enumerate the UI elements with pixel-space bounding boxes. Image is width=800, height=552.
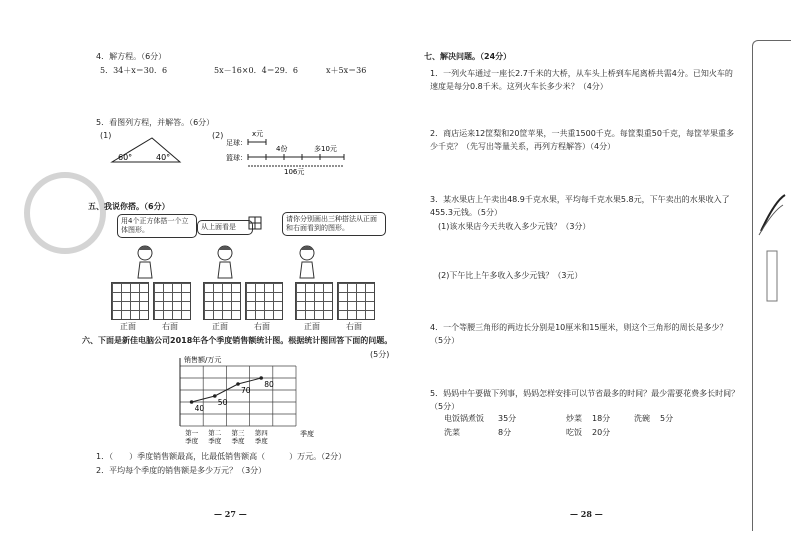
top-view-icon xyxy=(248,216,270,234)
chart-category-label: 季度 xyxy=(208,437,222,445)
basketball-label: 篮球： xyxy=(226,154,247,162)
chart-data-label: 80 xyxy=(264,380,274,389)
task-name: 炒菜 xyxy=(566,414,582,423)
chart-category-label: 季度 xyxy=(185,437,199,445)
total-106-label: 106元 xyxy=(284,168,305,176)
q5-title: 5．看图列方程，并解答。（6分） xyxy=(96,118,215,127)
chart-data-point xyxy=(259,376,263,380)
question-6-1: 1．（ ）季度销售额最高，比最低销售额高（ ）万元。（2分） xyxy=(96,452,347,461)
equation-3: x＋5x＝36 xyxy=(326,66,367,75)
q4-title: 4．解方程。（6分） xyxy=(96,52,167,61)
chart-category-label: 季度 xyxy=(231,437,245,445)
page-number-28: — 28 — xyxy=(570,509,603,519)
task-name: 电饭锅煮饭 xyxy=(444,414,484,423)
question-6-2: 2．平均每个季度的销售额是多少万元？（3分） xyxy=(96,466,267,475)
chart-x-axis-label: 季度 xyxy=(300,430,314,438)
figure-2-label: (2) xyxy=(212,131,224,140)
grid-label: 右面 xyxy=(254,322,270,331)
task-name: 吃饭 xyxy=(566,428,582,437)
problem-3: 3．某水果店上午卖出48.9千克水果，平均每千克水果5.8元，下午卖出的水果收入了455.3元钱。（5分） xyxy=(430,195,730,217)
answer-grid-right-3[interactable] xyxy=(337,282,375,320)
chart-data-label: 50 xyxy=(217,398,228,407)
task-time: 8分 xyxy=(498,428,512,437)
answer-grid-front-1[interactable] xyxy=(111,282,149,320)
answer-grid-right-1[interactable] xyxy=(153,282,191,320)
chart-data-label: 70 xyxy=(241,386,251,395)
page-number-27: — 27 — xyxy=(214,509,247,519)
task-name: 洗菜 xyxy=(444,428,460,437)
angle-60-label: 60° xyxy=(118,153,133,162)
publisher-logo-icon xyxy=(757,191,787,311)
figure-1-label: (1) xyxy=(100,131,112,140)
segment-diagram xyxy=(226,128,356,176)
task-time: 35分 xyxy=(498,414,517,423)
task-time: 18分 xyxy=(592,414,611,423)
section-5-title: 五、我说你搭。（6分） xyxy=(88,202,170,211)
ten-more-label: 多10元 xyxy=(314,145,337,153)
speech-bubble-3: 请你分别画出三种搭法从正面和右面看到的图形。 xyxy=(282,212,386,236)
grid-label: 右面 xyxy=(162,322,178,331)
problem-3-1: (1)该水果店今天共收入多少元钱？（3分） xyxy=(438,222,591,231)
speech-bubble-2: 从上面看是 xyxy=(197,220,253,235)
football-label: 足球： xyxy=(226,139,247,147)
chart-category-label: 第三 xyxy=(231,429,245,437)
answer-grid-front-3[interactable] xyxy=(295,282,333,320)
angle-40-label: 40° xyxy=(156,153,171,162)
problem-3-2: (2)下午比上午多收入多少元钱？（3元） xyxy=(438,271,583,280)
chart-category-label: 第四 xyxy=(254,429,268,437)
child-2-icon xyxy=(212,244,238,280)
answer-grid-front-2[interactable] xyxy=(203,282,241,320)
school-stamp-watermark xyxy=(24,172,106,254)
child-3-icon xyxy=(294,244,320,280)
problem-1: 1．一列火车通过一座长2.7千米的大桥，从车头上桥到车尾离桥共需4分。已知火车的速度是每分0.8千米。这列火车长多少米？（4分） xyxy=(430,69,733,91)
grid-label: 正面 xyxy=(120,322,136,331)
chart-data-point xyxy=(190,400,194,404)
task-time: 5分 xyxy=(660,414,674,423)
section-7-title: 七、解决问题。（24分） xyxy=(424,52,512,61)
task-time: 20分 xyxy=(592,428,611,437)
problem-4: 4．一个等腰三角形的两边长分别是10厘米和15厘米，则这个三角形的周长是多少？（5分） xyxy=(430,323,728,345)
problem-2: 2．商店运来12筐梨和20筐苹果，一共重1500千克。每筐梨重50千克，每筐苹果重多少千克？（先写出等量关系，再列方程解答）（4分） xyxy=(430,129,734,151)
answer-grid-right-2[interactable] xyxy=(245,282,283,320)
section-6-score: (5分) xyxy=(370,350,390,359)
child-1-icon xyxy=(132,244,158,280)
four-parts-label: 4份 xyxy=(276,145,288,153)
problem-5: 5．妈妈中午要做下列事，妈妈怎样安排可以节省最多的时间？最少需要花费多长时间？（5分） xyxy=(430,389,740,411)
speech-bubble-1: 用4个正方体搭一个立体图形。 xyxy=(117,214,197,238)
x-yuan-label: x元 xyxy=(252,130,264,138)
triangle-figure xyxy=(108,134,186,164)
grid-label: 右面 xyxy=(346,322,362,331)
equation-2: 5x－16×0．4＝29．6 xyxy=(214,66,298,75)
sales-line-chart xyxy=(150,356,340,448)
binding-margin xyxy=(752,40,791,531)
grid-label: 正面 xyxy=(212,322,228,331)
equation-1: 5．34＋x＝30．6 xyxy=(100,66,168,75)
chart-category-label: 季度 xyxy=(254,437,268,445)
chart-category-label: 第二 xyxy=(208,429,222,437)
task-name: 洗碗 xyxy=(634,414,650,423)
chart-data-point xyxy=(213,394,217,398)
chart-y-axis-label: 销售额/万元 xyxy=(184,356,222,364)
section-6-title: 六、下面是新佳电脑公司2018年各个季度销售额统计图。根据统计图回答下面的问题。 xyxy=(82,336,393,345)
chart-category-label: 第一 xyxy=(185,429,199,437)
grid-label: 正面 xyxy=(304,322,320,331)
chart-data-point xyxy=(236,382,240,386)
chart-data-label: 40 xyxy=(194,404,205,413)
